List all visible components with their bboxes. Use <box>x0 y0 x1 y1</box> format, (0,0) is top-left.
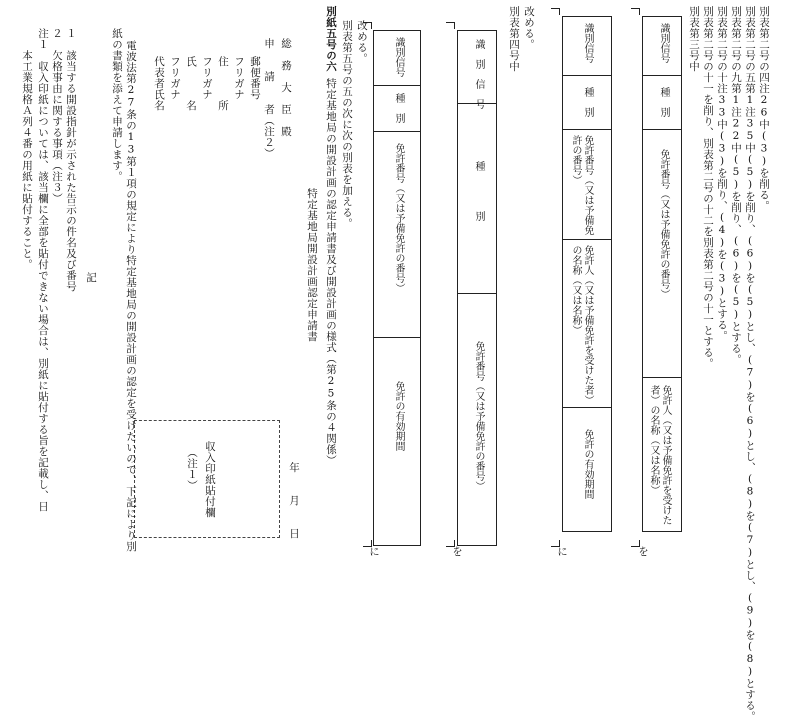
table2-cell-type: 種 別 <box>582 87 593 117</box>
field-postal-code: 郵便番号 <box>249 56 261 100</box>
field-representative: 代表者氏名 <box>153 56 165 111</box>
table2-cell-validity: 免許の有効期間 <box>582 429 593 499</box>
table1 <box>642 16 682 532</box>
stamp-label: 収入印紙貼付欄 <box>204 441 216 518</box>
form-doc-title: 特定基地局開設計画認定申請書 <box>306 188 318 342</box>
stamp-box <box>134 420 280 538</box>
table2-closing: 改める。 <box>523 6 535 50</box>
form-note-1: 注１ 収入印紙については、該当欄に全部を貼付できない場合は、別紙に貼付する旨を記載し、日 <box>37 28 49 512</box>
table1-cell-type: 種 別 <box>658 87 669 117</box>
form-item-1: １ 該当する開設指針が示された告示の件名及び番号 <box>65 28 77 292</box>
table4-cell-validity: 免許の有効期間 <box>393 381 404 451</box>
amend-line-6: 別表第二号の四注26中(3)を削る。 <box>758 6 770 212</box>
amend-line-5: 別表第二号の五第1注35中(5)を削り、(6)を(5)とし、(7)を(6)とし、(8)を(7)とし、(9)を(8)とする。 <box>744 6 756 722</box>
table3-cell-license-no: 免許番号（又は予備免許の番号） <box>473 341 484 491</box>
table2-particle: に <box>556 546 568 557</box>
field-furigana-3: フリガナ <box>169 56 181 100</box>
amend-line-3: 別表第二号の十注33中(3)を削り、(4)を(3)とする。 <box>716 6 728 342</box>
table2-cell-licensee: 免許人（又は予備免許を受けた者）の名称（又は名称） <box>570 245 593 400</box>
field-address: 住 所 <box>217 56 229 111</box>
form-note-2: 本工業規格Ａ列４番の用紙に貼付すること。 <box>21 28 33 270</box>
table2 <box>562 16 612 532</box>
table1-cell-licensee: 免許人（又は予備免許を受けた者）の名称（又は名称） <box>648 385 671 525</box>
form-item-2: ２ 欠格事由に関する事項（注３） <box>51 28 63 204</box>
form-date: 年 月 日 <box>288 462 300 539</box>
form-body-1: 電波法第27条の13第１項の規定により特定基地局の開設計画の認定を受けたいので、下記により別 <box>125 40 137 552</box>
field-name: 氏 名 <box>185 56 197 111</box>
form-body-2: 紙の書類を添えて申請します。 <box>111 28 123 182</box>
field-furigana-2: フリガナ <box>201 56 213 100</box>
table3-particle: を <box>451 546 463 557</box>
table3 <box>457 30 497 546</box>
table3-cell-type: 種 別 <box>473 161 484 221</box>
sec5-line: 別表第五号の五の次に次の別表を加える。 <box>341 20 353 229</box>
table2-cell-callsign: 識別信号 <box>582 23 593 63</box>
table4-cell-license-no: 免許番号（又は予備免許の番号） <box>393 143 404 293</box>
table4-cell-callsign: 識別信号 <box>393 37 404 77</box>
stamp-note: （注１） <box>186 447 198 491</box>
table2-bracket-top <box>551 8 560 15</box>
table3-cell-callsign: 識 別 信 号 <box>473 39 484 109</box>
table4 <box>373 30 421 546</box>
table1-cell-callsign: 識別信号 <box>658 23 669 63</box>
form-title <box>324 6 337 466</box>
table4-closing: 改める。 <box>356 20 368 64</box>
applicant-label: 申 請 者（注２） <box>263 38 275 159</box>
field-furigana-1: フリガナ <box>233 56 245 100</box>
table4-particle: に <box>368 546 380 557</box>
table2-cell-license-no: 免許番号（又は予備免許の番号） <box>570 135 593 235</box>
amend-line-2: 別表第二号の十一を削り、別表第二号の十二を別表第二号の十一とする。 <box>702 6 714 369</box>
addressee: 総 務 大 臣 殿 <box>280 38 292 137</box>
table3-bracket-top <box>446 22 455 29</box>
amend-line-1: 別表第三号中 <box>688 6 700 72</box>
table1-bracket-top <box>631 8 640 15</box>
amend-line-4: 別表第二号の九第1注22中(5)を削り、(6)を(5)とする。 <box>730 6 742 365</box>
table1-cell-license-no: 免許番号（又は予備免許の番号） <box>658 149 669 299</box>
table1-particle: を <box>637 546 649 557</box>
form-title-bold: 別紙五号の六 <box>325 6 337 72</box>
table4-cell-type: 種 別 <box>393 93 404 123</box>
form-ki: 記 <box>85 272 97 283</box>
sec4-heading: 別表第四号中 <box>508 6 520 72</box>
form-title-rest: 特定基地局の開設計画の認定申請書及び開設計画の様式（第25条の４関係） <box>325 78 337 466</box>
